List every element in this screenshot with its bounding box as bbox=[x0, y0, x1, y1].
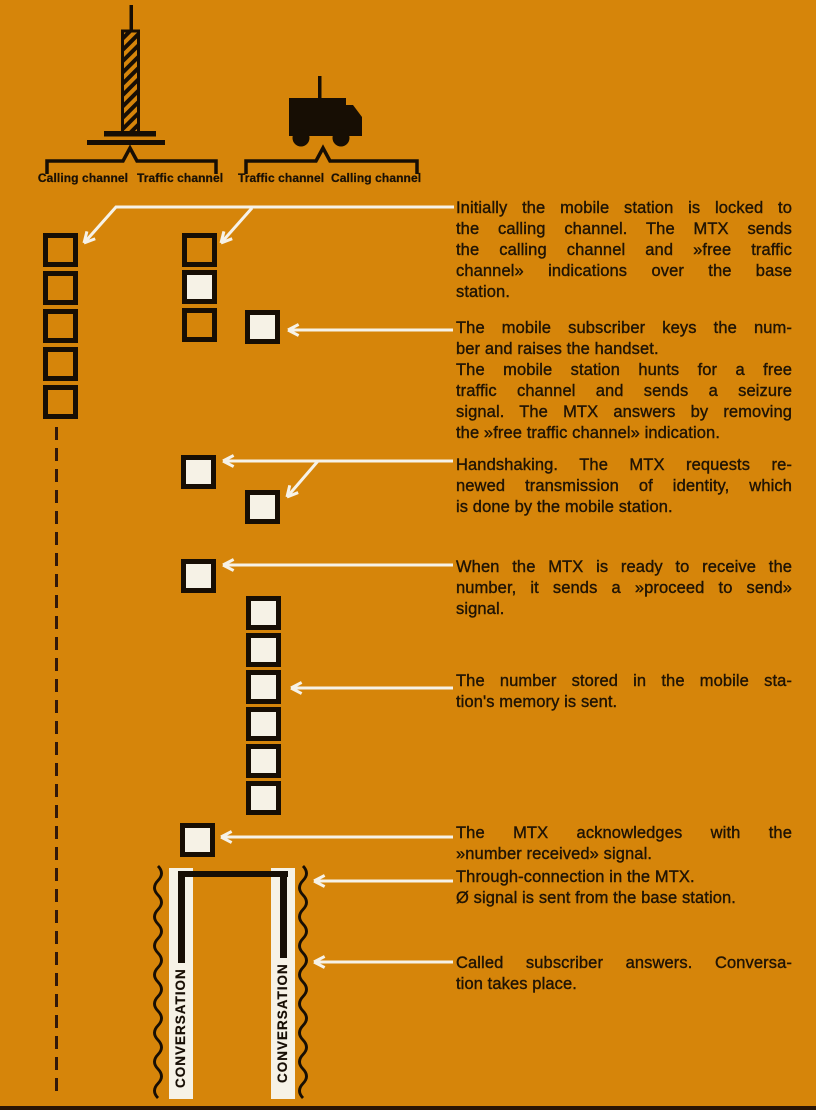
step-text-line: Called subscriber answers. Conversa- bbox=[456, 954, 792, 972]
signal-square-open bbox=[43, 309, 78, 343]
step-text-line: Initially the mobile station is locked to bbox=[456, 199, 792, 217]
base-traffic-channel-label: Traffic channel bbox=[137, 171, 224, 185]
step-text-line: the calling channel and »free traffic bbox=[456, 241, 792, 259]
signal-square-white bbox=[180, 823, 215, 857]
signal-square-open bbox=[43, 233, 78, 267]
signal-square-white bbox=[181, 559, 216, 593]
signal-square-white bbox=[245, 310, 280, 344]
step-text-line: tion's memory is sent. bbox=[456, 693, 618, 711]
signal-square-white bbox=[246, 670, 281, 704]
step-text-line: signal. The MTX answers by removing bbox=[456, 403, 792, 421]
signal-square-white bbox=[181, 455, 216, 489]
zigzag-line bbox=[155, 866, 162, 1098]
through-connection-bar bbox=[178, 871, 288, 877]
signal-square-white bbox=[246, 744, 281, 778]
signal-square-white bbox=[182, 270, 217, 304]
step-text-line: Ø signal is sent from the base station. bbox=[456, 889, 736, 907]
connector-arrow bbox=[287, 461, 318, 497]
step-text-line: newed transmission of identity, which bbox=[456, 477, 792, 495]
step-text-line: ber and raises the handset. bbox=[456, 340, 659, 358]
signal-square-open bbox=[182, 308, 217, 342]
speech-path-line-left bbox=[178, 871, 185, 963]
step-text-line: »number received» signal. bbox=[456, 845, 653, 863]
step-text-line: the calling channel. The MTX sends bbox=[456, 220, 792, 238]
signal-square-white bbox=[246, 596, 281, 630]
step-text bbox=[456, 867, 792, 909]
step-text-line: The MTX acknowledges with the bbox=[456, 824, 792, 842]
step-text bbox=[456, 455, 792, 518]
step-text-line: Handshaking. The MTX requests re- bbox=[456, 456, 792, 474]
signal-square-white bbox=[246, 707, 281, 741]
step-text-line: The mobile subscriber keys the num- bbox=[456, 319, 792, 337]
step-text bbox=[456, 823, 792, 865]
speech-path-line-right bbox=[280, 871, 287, 958]
truck-icon bbox=[289, 76, 362, 147]
page-bottom-edge bbox=[0, 1106, 816, 1110]
step-text-line: number, it sends a »proceed to send» bbox=[456, 579, 792, 597]
step-text-line: Through-connection in the MTX. bbox=[456, 868, 695, 886]
step-text bbox=[456, 557, 792, 620]
signal-square-open bbox=[43, 347, 78, 381]
mobile-traffic-channel-label: Traffic channel bbox=[238, 171, 325, 185]
signal-square-open bbox=[182, 233, 217, 267]
step-text-line: is done by the mobile station. bbox=[456, 498, 673, 516]
base-calling-channel-label: Calling channel bbox=[37, 171, 129, 185]
step-text bbox=[456, 953, 792, 995]
step-text-line: When the MTX is ready to receive the bbox=[456, 558, 792, 576]
step-text bbox=[456, 318, 792, 444]
step-text-line: The mobile station hunts for a free bbox=[456, 361, 792, 379]
step-text bbox=[456, 671, 792, 713]
mobile-calling-channel-label: Calling channel bbox=[331, 171, 422, 185]
signal-square-white bbox=[246, 781, 281, 815]
calling-channel-dashed-line bbox=[55, 427, 58, 1098]
step-text-line: signal. bbox=[456, 600, 505, 618]
step-text-line: station. bbox=[456, 283, 510, 301]
signal-square-white bbox=[246, 633, 281, 667]
step-text-line: the »free traffic channel» indication. bbox=[456, 424, 720, 442]
zigzag-line bbox=[300, 866, 307, 1098]
signal-square-white bbox=[245, 490, 280, 524]
conversation-label-right: CONVERSATION bbox=[275, 963, 290, 1083]
radio-tower-icon bbox=[87, 5, 165, 145]
step-text-line: traffic channel and sends a seizure bbox=[456, 382, 792, 400]
conversation-label-left: CONVERSATION bbox=[173, 968, 188, 1088]
step-text-line: The number stored in the mobile sta- bbox=[456, 672, 792, 690]
step-text-line: tion takes place. bbox=[456, 975, 577, 993]
connector-arrow bbox=[221, 208, 252, 243]
signal-square-open bbox=[43, 385, 78, 419]
step-text bbox=[456, 198, 792, 303]
connector-arrow bbox=[84, 207, 454, 243]
signal-square-open bbox=[43, 271, 78, 305]
step-text-line: channel» indications over the base bbox=[456, 262, 792, 280]
